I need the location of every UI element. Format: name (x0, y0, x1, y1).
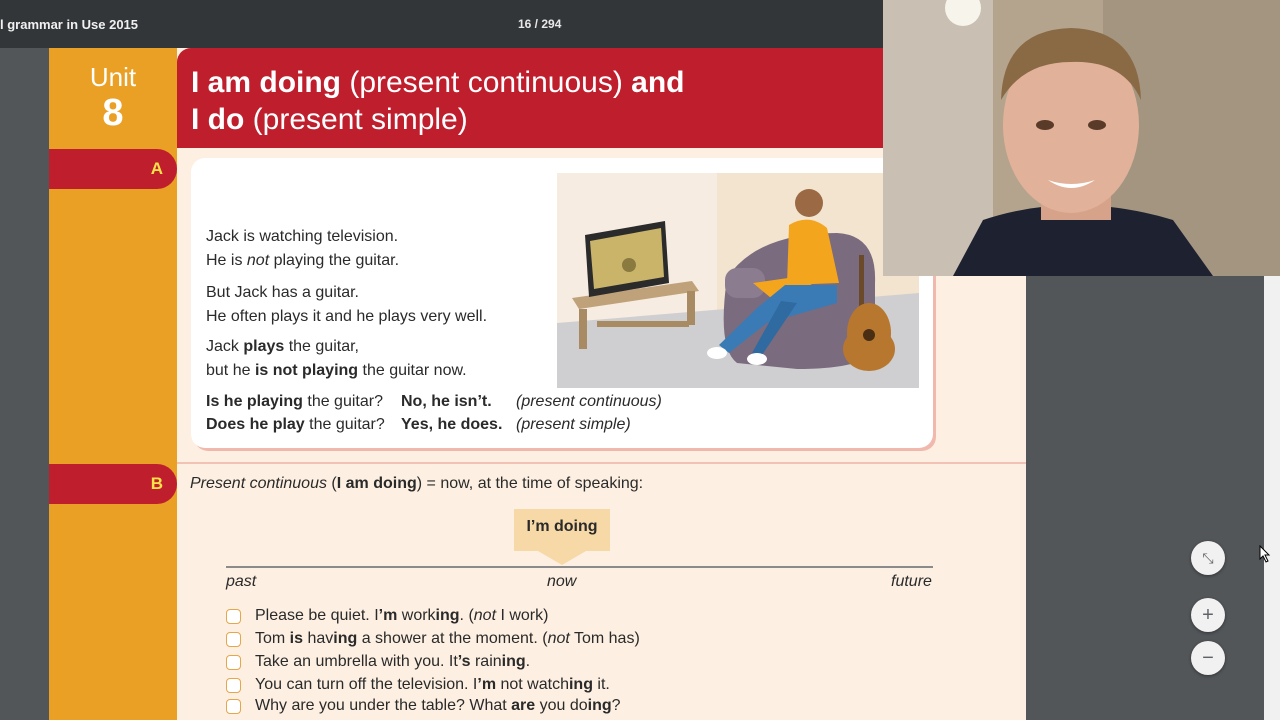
pdf-page (49, 48, 1026, 720)
e4-b: ’m (477, 676, 497, 693)
fit-page-icon: ⤡ (1202, 550, 1214, 566)
a-line-2b: not (246, 252, 270, 269)
mouse-cursor-icon (1259, 545, 1271, 563)
a-line-5 (206, 338, 359, 356)
section-a-tab (49, 149, 177, 189)
a-line-1: Jack is watching television. (206, 228, 399, 245)
page-indicator[interactable]: 16 / 294 (518, 17, 562, 31)
e2-c: hav (303, 630, 334, 647)
e2-b: is (289, 630, 304, 647)
title-rest-1: (present continuous) (341, 66, 632, 99)
b-intro-paren: ( (326, 475, 337, 492)
b-intro-italic: Present continuous (190, 475, 327, 492)
e3-a: Take an umbrella with you. It (255, 653, 458, 670)
q1-rest: the guitar? (302, 393, 383, 410)
e2-a: Tom (255, 630, 290, 647)
e2-g: Tom has) (569, 630, 640, 647)
a-note-1 (516, 393, 662, 411)
q2-rest: the guitar? (304, 416, 385, 433)
a-line-5c: the guitar, (284, 338, 359, 355)
e1-e: . ( (459, 607, 474, 624)
scrollbar[interactable] (1264, 276, 1280, 720)
e3-e: . (525, 653, 531, 670)
unit-badge (49, 48, 177, 148)
a-question-2 (206, 416, 385, 434)
e1-g: I work) (496, 607, 549, 624)
e4-a: You can turn off the television. I (255, 676, 478, 693)
a-line-4: He often plays it and he plays very well. (206, 308, 488, 325)
example-5 (255, 697, 621, 715)
unit-word: Unit (89, 62, 137, 92)
timeline-now (547, 573, 576, 591)
im-doing-label: I’m doing (526, 518, 598, 535)
e5-c: you do (535, 697, 588, 714)
section-b-label: B (150, 474, 163, 493)
e3-b: ’s (457, 653, 471, 670)
future-text: future (891, 573, 932, 590)
a-line-5a: Jack (206, 338, 244, 355)
e5-b: are (511, 697, 536, 714)
e2-d: ing (333, 630, 358, 647)
minus-icon: − (1202, 647, 1214, 669)
e4-d: ing (568, 676, 593, 693)
b-intro-rest: ) = now, at the time of speaking: (416, 475, 644, 492)
e1-b: ’m (378, 607, 398, 624)
section-b-tab (49, 464, 177, 504)
a-line-6a: but he (206, 362, 255, 379)
e3-d: ing (501, 653, 526, 670)
e1-f: not (473, 607, 497, 624)
example-1-bullet (226, 609, 241, 624)
section-a-label: A (150, 159, 163, 178)
a-line-2a: He is (206, 252, 247, 269)
e1-a: Please be quiet. I (255, 607, 379, 624)
b-intro-bold: I am doing (336, 475, 417, 492)
illustration-svg (557, 173, 919, 388)
a-answer-2 (401, 416, 502, 434)
a-line-2c: playing the guitar. (269, 252, 400, 269)
now-text: now (547, 573, 577, 590)
example-3 (255, 653, 530, 671)
webcam-person-icon (883, 0, 1280, 276)
title-bold-2: I do (191, 103, 245, 136)
zoom-out-button[interactable] (1191, 641, 1225, 675)
e5-a: Why are you under the table? What (255, 697, 512, 714)
e2-f: not (547, 630, 570, 647)
example-5-bullet (226, 699, 241, 714)
plus-icon: + (1202, 604, 1214, 626)
note-1-text: (present continuous) (516, 393, 662, 410)
past-text: past (226, 573, 257, 590)
e3-c: rain (470, 653, 502, 670)
jack-illustration (557, 173, 919, 388)
e4-e: it. (592, 676, 610, 693)
q1-bold: Is he playing (206, 393, 303, 410)
a-answer-1 (401, 393, 492, 411)
a-question-1 (206, 393, 383, 411)
a-line-3: But Jack has a guitar. (206, 284, 359, 301)
a-line-6 (206, 362, 467, 380)
timeline-future (891, 573, 932, 591)
title-bold-and: and (631, 66, 685, 99)
a-line-5b: plays (243, 338, 285, 355)
a-line-6c: the guitar now. (358, 362, 467, 379)
e1-c: work (397, 607, 436, 624)
note-2-text: (present simple) (516, 416, 631, 433)
zoom-in-button[interactable] (1191, 598, 1225, 632)
webcam-overlay (883, 0, 1280, 276)
unit-number: 8 (102, 92, 124, 134)
e4-c: not watch (496, 676, 569, 693)
timeline-line (226, 566, 933, 568)
e2-e: a shower at the moment. ( (357, 630, 548, 647)
example-4 (255, 676, 610, 694)
a1-text: No, he isn’t. (401, 393, 492, 410)
title-rest-2: (present simple) (244, 103, 468, 136)
a2-text: Yes, he does. (401, 416, 503, 433)
a-note-2 (516, 416, 631, 434)
timeline-past (226, 573, 256, 591)
title-bold-1: I am doing (191, 66, 341, 99)
a-line-6b: is not playing (254, 362, 359, 379)
a-line-2 (206, 252, 399, 270)
e5-e: ? (611, 697, 621, 714)
example-3-bullet (226, 655, 241, 670)
example-2 (255, 630, 640, 648)
document-title: l grammar in Use 2015 (0, 17, 139, 32)
e5-d: ing (587, 697, 612, 714)
callout-pointer (538, 551, 586, 565)
e1-d: ing (435, 607, 460, 624)
example-4-bullet (226, 678, 241, 693)
b-intro (190, 475, 643, 493)
fit-page-button[interactable] (1191, 541, 1225, 575)
example-2-bullet (226, 632, 241, 647)
example-1 (255, 607, 548, 625)
section-divider (177, 462, 1026, 464)
q2-bold: Does he play (206, 416, 305, 433)
